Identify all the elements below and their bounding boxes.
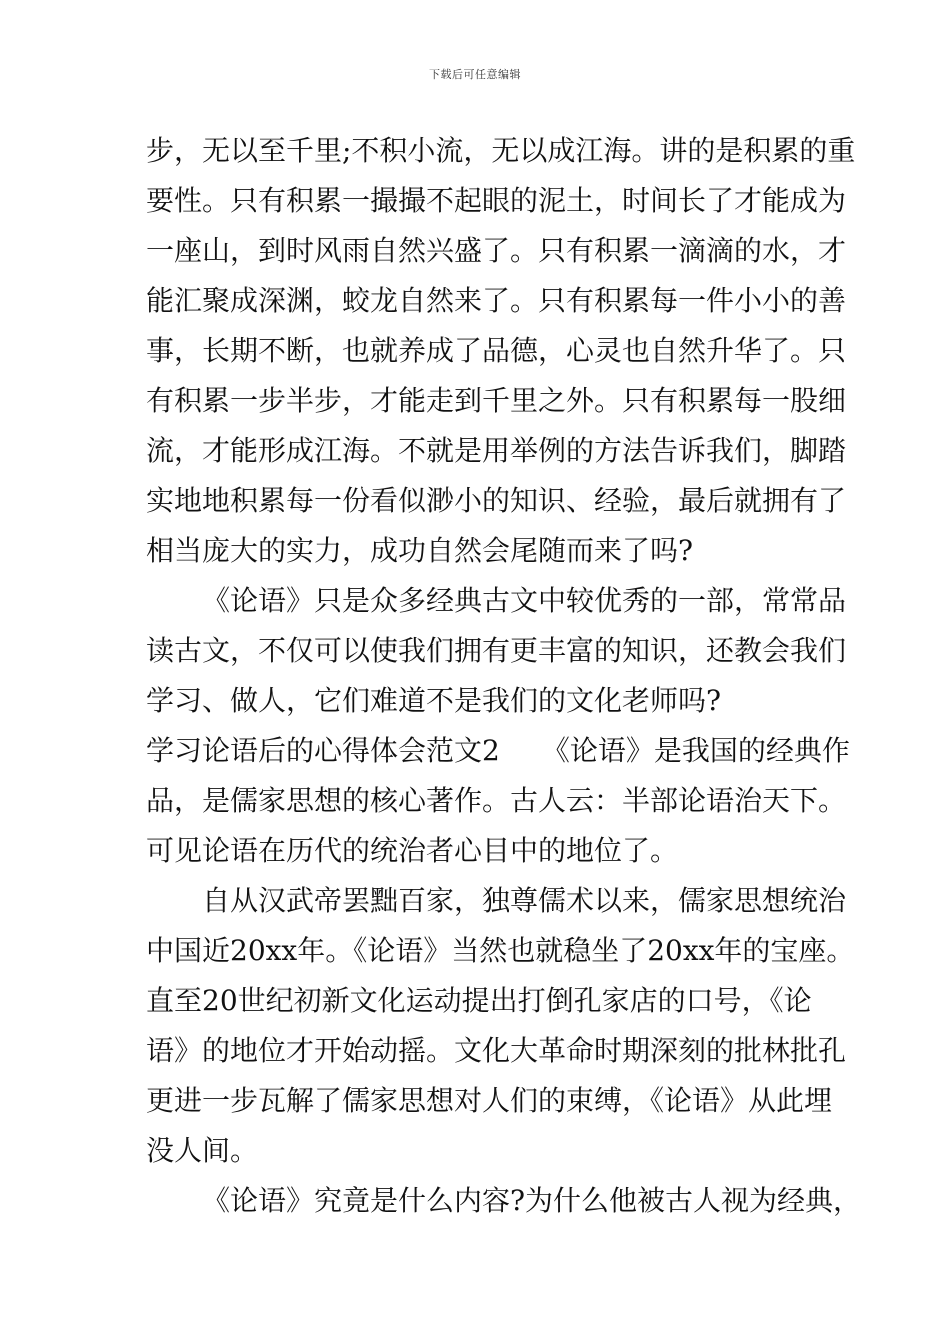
text-line: 语》的地位才开始动摇。文化大革命时期深刻的批林批孔	[146, 1034, 847, 1067]
text-line: 有积累一步半步，才能走到千里之外。只有积累每一股细	[146, 384, 847, 417]
text-line: 要性。只有积累一撮撮不起眼的泥土，时间长了才能成为	[146, 184, 847, 217]
document-body	[146, 126, 862, 1226]
text-line: 直至20世纪初新文化运动提出打倒孔家店的口号，《论	[146, 984, 812, 1017]
text-line: 品，是儒家思想的核心著作。古人云：半部论语治天下。	[146, 784, 847, 817]
text-line: 流，才能形成江海。不就是用举例的方法告诉我们，脚踏	[146, 434, 847, 467]
paragraph-first-line: 自从汉武帝罢黜百家，独尊儒术以来，儒家思想统治	[202, 884, 847, 917]
text-line: 能汇聚成深渊，蛟龙自然来了。只有积累每一件小小的善	[146, 284, 847, 317]
text-line: 可见论语在历代的统治者心目中的地位了。	[146, 834, 679, 867]
text-line: 中国近20xx年。《论语》当然也就稳坐了20xx年的宝座。	[146, 934, 855, 967]
text-line: 学习、做人，它们难道不是我们的文化老师吗?	[146, 684, 722, 717]
text-line: 步，无以至千里;不积小流，无以成江海。讲的是积累的重	[146, 134, 856, 167]
text-line: 事，长期不断，也就养成了品德，心灵也自然升华了。只	[146, 334, 847, 367]
paragraph-first-line: 《论语》究竟是什么内容?为什么他被古人视为经典，	[202, 1184, 862, 1217]
text-line: 读古文，不仅可以使我们拥有更丰富的知识，还教会我们	[146, 634, 847, 667]
text-line: 一座山，到时风雨自然兴盛了。只有积累一滴滴的水，才	[146, 234, 847, 267]
text-line: 更进一步瓦解了儒家思想对人们的束缚，《论语》从此埋	[146, 1084, 833, 1117]
text-line: 没人间。	[146, 1134, 259, 1167]
page-header-note: 下载后可任意编辑	[429, 68, 521, 81]
text-line: 相当庞大的实力，成功自然会尾随而来了吗?	[146, 534, 694, 567]
paragraph-first-line: 《论语》只是众多经典古文中较优秀的一部，常常品	[202, 584, 847, 617]
text-line: 实地地积累每一份看似渺小的知识、经验，最后就拥有了	[146, 484, 847, 517]
section-title-line: 学习论语后的心得体会范文2 《论语》是我国的经典作	[146, 734, 850, 767]
